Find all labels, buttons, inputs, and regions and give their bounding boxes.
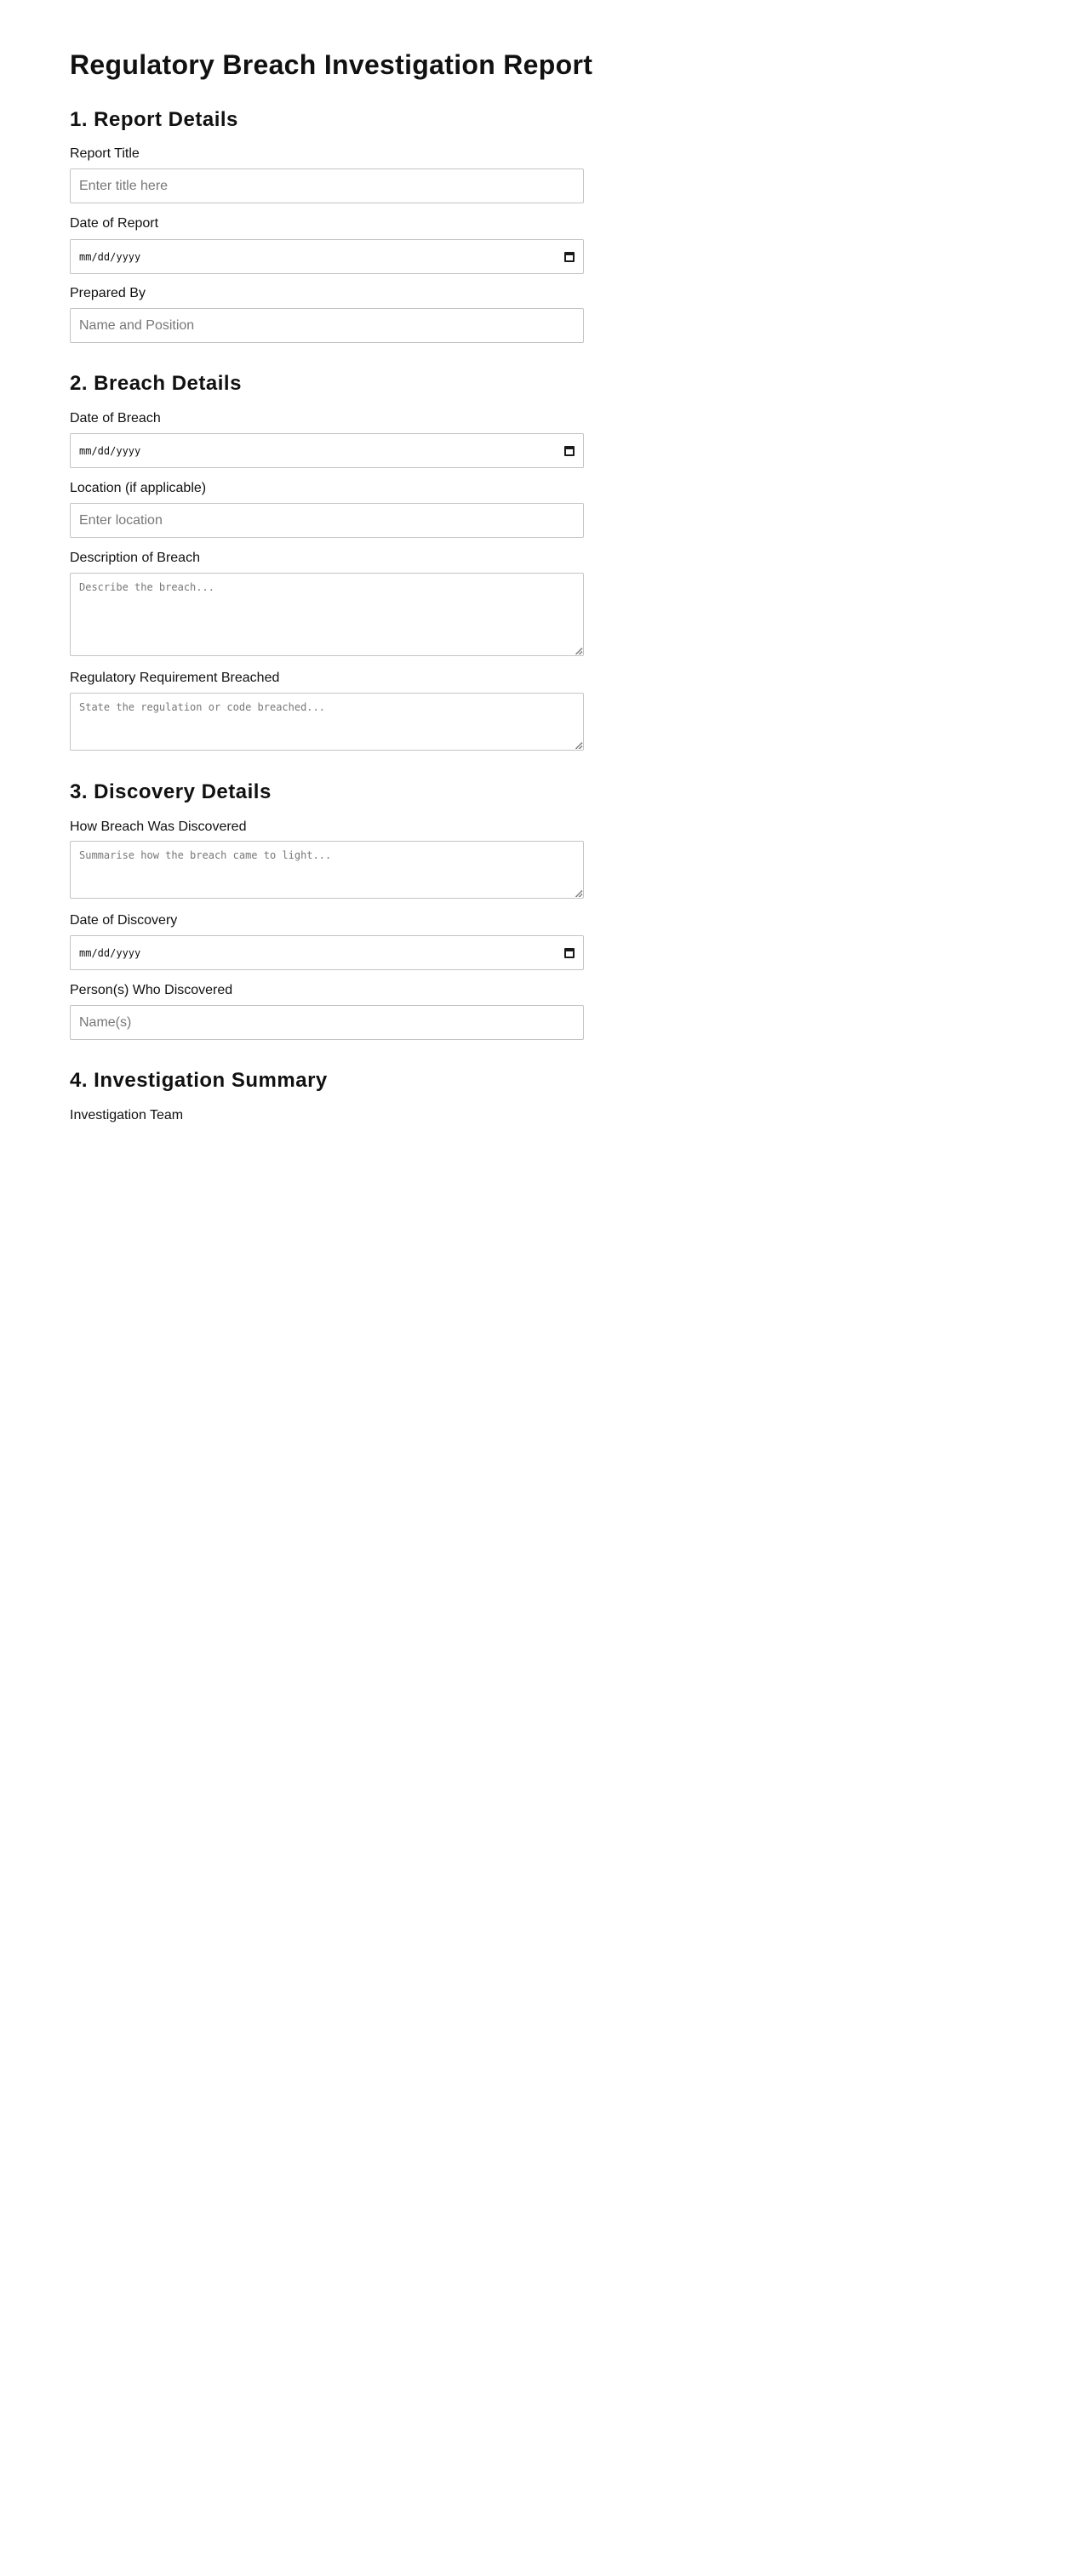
date-of-report-value: mm/dd/yyyy: [79, 250, 141, 263]
how-discovered-textarea[interactable]: [70, 841, 584, 899]
calendar-icon[interactable]: [564, 252, 575, 262]
date-of-discovery-input[interactable]: [70, 935, 584, 970]
how-discovered-wrapper: [70, 841, 584, 899]
section-heading-report-details: 1. Report Details: [70, 108, 238, 131]
regulatory-requirement-label: Regulatory Requirement Breached: [70, 671, 280, 685]
prepared-by-input[interactable]: [70, 308, 584, 343]
report-title-label: Report Title: [70, 146, 140, 161]
section-heading-breach-details: 2. Breach Details: [70, 372, 242, 395]
date-of-report-label: Date of Report: [70, 216, 159, 231]
how-discovered-label: How Breach Was Discovered: [70, 820, 247, 834]
regulatory-requirement-textarea[interactable]: [70, 693, 584, 751]
date-of-report-input[interactable]: [70, 239, 584, 274]
description-of-breach-textarea[interactable]: [70, 573, 584, 656]
location-input[interactable]: [70, 503, 584, 538]
page-title: Regulatory Breach Investigation Report: [70, 49, 593, 80]
persons-who-discovered-input[interactable]: [70, 1005, 584, 1040]
calendar-icon[interactable]: [564, 446, 575, 456]
viewport: [0, 0, 1075, 1122]
investigation-team-label: Investigation Team: [70, 1108, 184, 1122]
report-title-input[interactable]: [70, 168, 584, 203]
date-of-breach-value: mm/dd/yyyy: [79, 444, 141, 457]
date-of-breach-input[interactable]: [70, 433, 584, 468]
description-of-breach-wrapper: [70, 573, 584, 656]
calendar-icon[interactable]: [564, 948, 575, 958]
section-heading-discovery-details: 3. Discovery Details: [70, 780, 272, 803]
persons-who-discovered-label: Person(s) Who Discovered: [70, 983, 233, 997]
date-of-breach-label: Date of Breach: [70, 411, 161, 426]
section-heading-investigation-summary: 4. Investigation Summary: [70, 1069, 328, 1092]
location-label: Location (if applicable): [70, 481, 207, 495]
date-of-discovery-label: Date of Discovery: [70, 913, 178, 928]
date-of-discovery-value: mm/dd/yyyy: [79, 946, 141, 959]
regulatory-requirement-wrapper: [70, 693, 584, 751]
description-of-breach-label: Description of Breach: [70, 551, 200, 565]
prepared-by-label: Prepared By: [70, 286, 146, 300]
